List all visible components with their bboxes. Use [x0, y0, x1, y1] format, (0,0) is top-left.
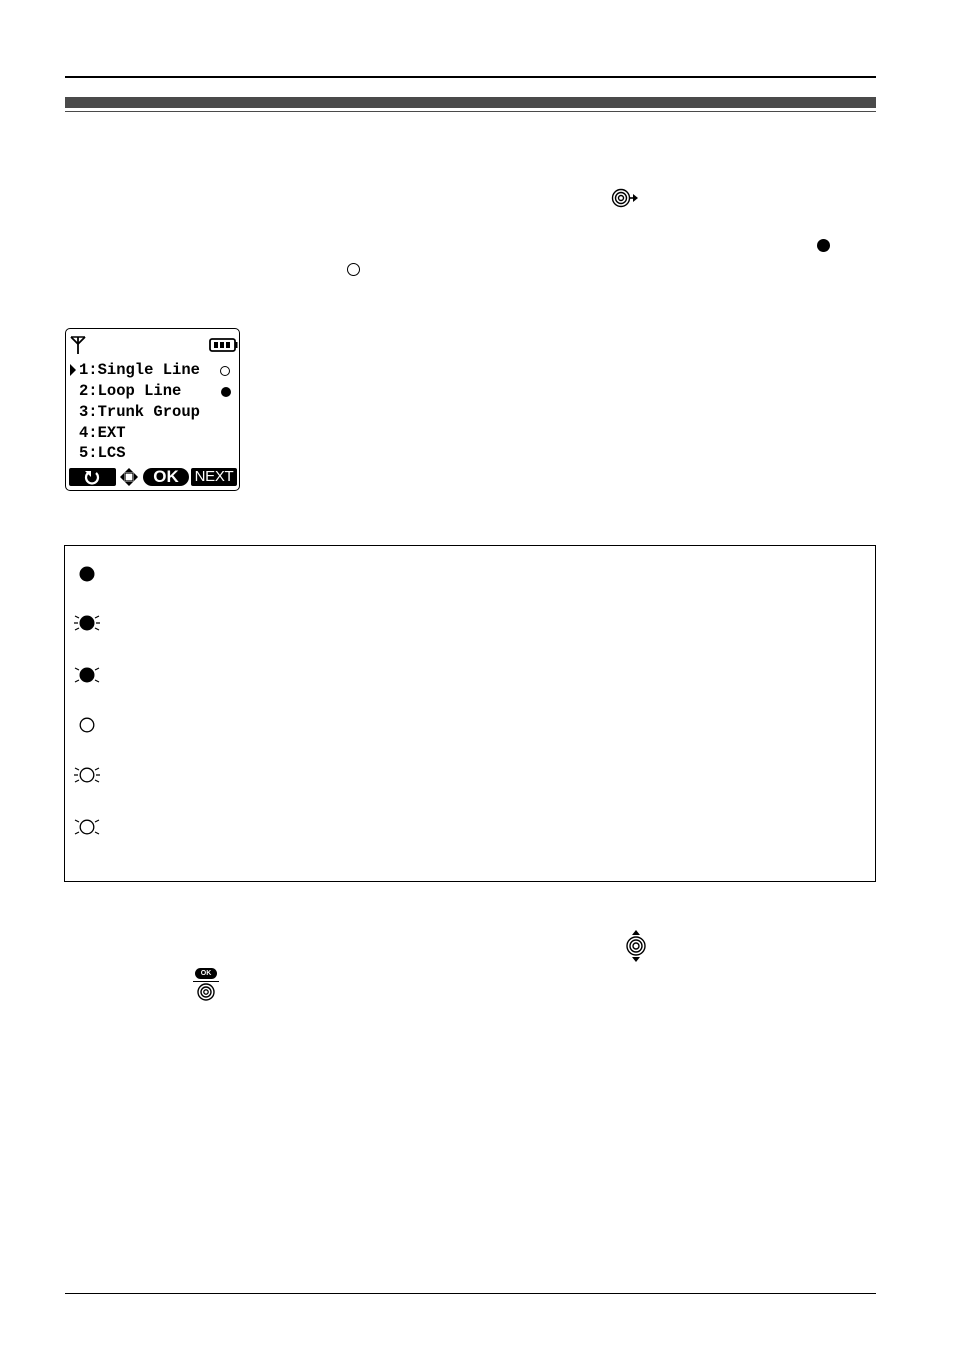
lamp-on-indicator [221, 387, 231, 397]
navigator-up-down-icon [624, 929, 648, 963]
lamp-on-legend-icon [77, 564, 97, 584]
ok-key-icon [193, 968, 219, 1002]
next-softkey[interactable]: NEXT [191, 468, 237, 486]
ok-softkey[interactable]: OK [143, 468, 189, 486]
lamp-off-icon [347, 263, 360, 276]
back-softkey[interactable] [69, 468, 116, 486]
section-band-underline [65, 111, 876, 112]
talk-key-icon [611, 188, 639, 208]
footer-rule [65, 1293, 876, 1294]
soft-key-bar [69, 467, 236, 487]
lamp-slow-flash-off-icon [71, 816, 103, 838]
back-icon [83, 470, 103, 485]
lcd-item-5[interactable]: 5:LCS [79, 444, 126, 462]
lamp-on-icon [817, 239, 830, 252]
lcd-item-1[interactable]: 1:Single Line [79, 361, 200, 379]
lcd-item-2[interactable]: 2:Loop Line [79, 382, 182, 400]
ok-key-circle-icon [197, 983, 215, 1001]
ok-key-label: OK [195, 968, 217, 979]
lamp-fast-flash-on-icon [71, 612, 103, 634]
lcd-item-3[interactable]: 3:Trunk Group [79, 403, 200, 421]
lamp-off-indicator [220, 366, 230, 376]
battery-icon [209, 338, 238, 352]
lamp-legend-box [64, 545, 876, 882]
antenna-icon [70, 335, 86, 355]
section-band [65, 97, 876, 108]
lamp-off-legend-icon [77, 715, 97, 735]
handset-display [65, 328, 240, 491]
header-rule [65, 76, 876, 78]
lcd-item-4[interactable]: 4:EXT [79, 424, 126, 442]
lamp-fast-flash-off-icon [71, 764, 103, 786]
navigator-icon [119, 467, 139, 487]
lamp-slow-flash-on-icon [71, 664, 103, 686]
selection-cursor [70, 364, 76, 376]
